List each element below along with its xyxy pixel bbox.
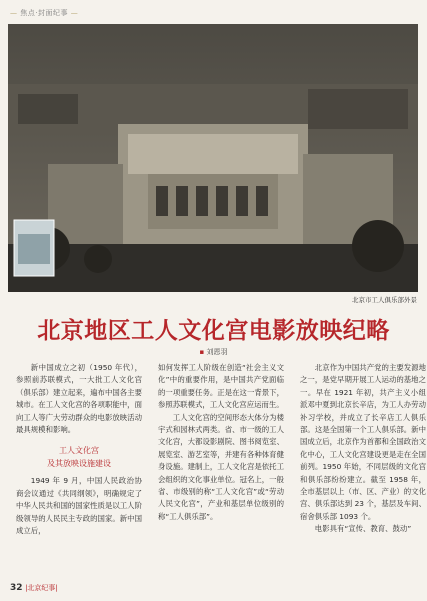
author-marker-icon: ▪ bbox=[199, 348, 205, 356]
article-title: 北京地区工人文化宫电影放映纪略 bbox=[37, 317, 390, 344]
column-2 bbox=[158, 362, 284, 523]
page-footer bbox=[10, 583, 58, 593]
section-label: 焦点·封面纪事 bbox=[20, 9, 68, 17]
subheading-line-1: 工人文化宫 bbox=[59, 446, 99, 456]
column-1 bbox=[16, 362, 142, 537]
article-author bbox=[0, 347, 427, 357]
header-dash-left: — bbox=[10, 9, 18, 17]
paragraph: 新中国成立之初（1950 年代），参照前苏联模式，一大批工人文化宫（俱乐部）建立起来，遍布中国各主要城市。在工人文化宫的各项职能中，面向工人等广大劳动群众的电影放映活动最具规模和影响。 bbox=[16, 363, 142, 435]
paragraph: 1949 年 9 月，中国人民政治协商会议通过《共同纲领》，明确规定了中华人民共和国的国家性质是以工人阶级领导的人民民主专政的国家。新中国成立后， bbox=[16, 476, 142, 536]
cover-photo bbox=[8, 24, 418, 292]
author-name: 刘恩羽 bbox=[206, 348, 228, 356]
subheading-line-2: 及其放映设施建设 bbox=[47, 459, 111, 469]
column-3 bbox=[300, 362, 426, 536]
paragraph: 北京作为中国共产党的主要发源地之一，是党早期开展工人运动的基地之一。早在 1921 年初，共产主义小组派邓中夏到北京长辛店，为工人办劳动补习学校，并成立了长辛店工人俱乐部。这是全国第一个工人俱乐部。新中国成立后，北京作为首都和全国政治文化中心，工人文化宫建设更是走在全国前列。1950 年始，不同层级的文化宫和俱乐部纷纷建立。截至 1958 年，全市基层以上（市、区、产业）的文化宫、俱乐部达到 23 个，基层及车间、宿舍俱乐部 1093 个。 bbox=[300, 363, 426, 521]
publication-name: |北京纪事| bbox=[25, 584, 58, 592]
header-dash-right: — bbox=[70, 9, 79, 17]
photo-caption: 北京市工人俱乐部外景 bbox=[352, 296, 417, 304]
section-header bbox=[10, 8, 78, 18]
section-subheading bbox=[16, 444, 142, 470]
paragraph: 工人文化宫的空间形态大体分为楼宇式和园林式两类。省、市一级的工人文化宫，大都设影剧院、图书阅览室、展览室、游艺室等，并建有各种体育健身设施。建制上，工人文化宫是依托工会组织的文化事业单位。冠名上，一般省、市级别的称“工人文化宫”或“劳动人民文化宫”，产业和基层单位级别的称“工人俱乐部”。 bbox=[158, 412, 284, 521]
paragraph: 电影具有“宣传、教育、鼓动” bbox=[314, 524, 412, 534]
paragraph: 如何发挥工人阶级在创造“社会主义文化”中的重要作用，是中国共产党面临的一项重要任务。正是在这一背景下，参照苏联模式，工人文化宫应运而生。 bbox=[158, 363, 284, 410]
page-number: 32 bbox=[10, 583, 23, 593]
